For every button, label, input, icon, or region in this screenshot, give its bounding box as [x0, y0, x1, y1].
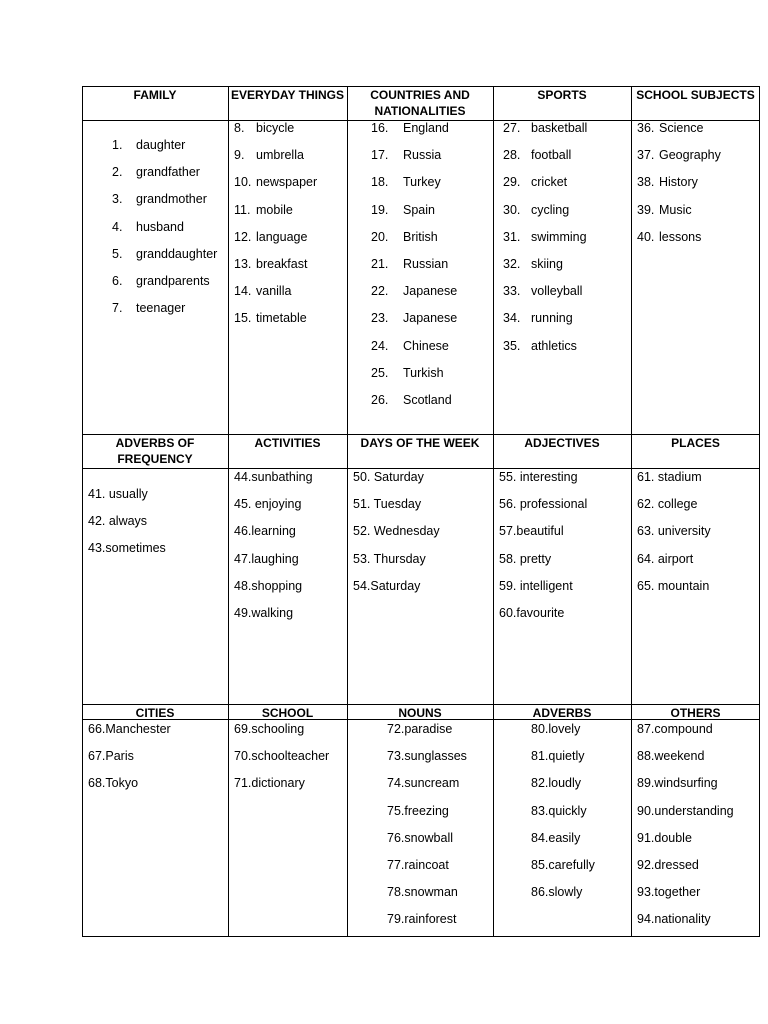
vocab-item: 66.Manchester	[88, 722, 171, 736]
vocab-item	[112, 191, 226, 207]
item-number: 29.	[503, 175, 521, 190]
item-number: 24.	[371, 338, 389, 353]
vocab-item	[503, 283, 629, 299]
vocab-item: 89.windsurfing	[637, 776, 718, 791]
item-number: 39.	[637, 202, 655, 217]
item-number: 28.	[503, 148, 521, 163]
vocab-item	[112, 300, 226, 316]
vocab-item: 60.favourite	[499, 606, 565, 620]
item-word: daughter	[136, 138, 186, 152]
item-word: Japanese	[403, 284, 458, 299]
vocab-item	[637, 120, 758, 136]
item-number: 9.	[234, 148, 245, 163]
vocab-item: 57.beautiful	[499, 524, 564, 539]
item-number: 33.	[503, 284, 521, 299]
vocab-item: 76.snowball	[387, 830, 454, 845]
vocab-item	[503, 310, 629, 326]
item-number: 1.	[112, 138, 123, 152]
vocab-item	[503, 174, 629, 190]
vocab-item: 91.double	[637, 830, 692, 845]
vocab-item: 74.suncream	[387, 776, 460, 791]
item-word: Chinese	[403, 338, 449, 353]
item-word: timetable	[256, 311, 307, 326]
vocab-item: 54.Saturday	[353, 578, 421, 593]
item-number: 31.	[503, 229, 521, 244]
column-header: ADVERBS	[532, 706, 592, 720]
item-number: 4.	[112, 219, 123, 234]
vocab-item	[371, 256, 491, 272]
item-word: grandfather	[136, 165, 200, 180]
vocab-item: 58. pretty	[499, 551, 552, 566]
item-word: Japanese	[403, 311, 458, 326]
item-number: 8.	[234, 121, 245, 135]
item-number: 5.	[112, 246, 123, 261]
vocab-item: 43.sometimes	[88, 541, 166, 556]
vocab-item	[234, 147, 345, 163]
vocab-item	[503, 147, 629, 163]
vocab-item: 41. usually	[88, 487, 148, 501]
vocab-item: 87.compound	[637, 722, 713, 736]
column-header: OTHERS	[670, 706, 721, 720]
table-vertical-rule	[493, 86, 494, 937]
vocab-item	[234, 310, 345, 326]
vocab-item	[637, 202, 758, 218]
vocab-item: 68.Tokyo	[88, 776, 139, 791]
vocab-item: 42. always	[88, 514, 148, 529]
item-number: 36.	[637, 121, 655, 135]
item-number: 20.	[371, 229, 389, 244]
item-number: 37.	[637, 148, 655, 163]
vocab-item	[234, 256, 345, 272]
vocab-item	[503, 202, 629, 218]
item-number: 25.	[371, 365, 389, 380]
item-number: 11.	[234, 202, 251, 217]
item-number: 16.	[371, 121, 389, 135]
column-header: ADJECTIVES	[524, 436, 600, 450]
item-word: grandparents	[136, 274, 210, 288]
table-vertical-rule	[347, 86, 348, 937]
vocab-item: 56. professional	[499, 497, 588, 512]
item-number: 32.	[503, 257, 521, 271]
vocab-item: 90.understanding	[637, 803, 734, 818]
vocab-item	[112, 219, 226, 235]
vocab-item	[234, 202, 345, 218]
item-number: 38.	[637, 175, 655, 190]
item-word: Spain	[403, 202, 435, 217]
item-word: England	[403, 121, 449, 135]
vocab-item: 71.dictionary	[234, 776, 305, 791]
vocab-item: 64. airport	[637, 551, 694, 566]
item-word: teenager	[136, 301, 186, 316]
vocab-item	[234, 229, 345, 245]
vocab-item: 63. university	[637, 524, 711, 539]
vocab-item: 77.raincoat	[387, 858, 449, 872]
vocab-item	[503, 229, 629, 245]
column-header: SPORTS	[537, 88, 587, 102]
item-word: Turkey	[403, 175, 441, 190]
vocab-item	[112, 164, 226, 180]
item-word: grandmother	[136, 192, 207, 207]
item-word: football	[531, 148, 572, 163]
column-header: COUNTRIES AND NATIONALITIES	[370, 88, 470, 118]
vocab-item	[371, 365, 491, 381]
item-word: language	[256, 229, 308, 244]
item-word: cricket	[531, 175, 568, 190]
item-number: 34.	[503, 311, 521, 326]
item-word: basketball	[531, 121, 588, 135]
item-number: 17.	[371, 148, 389, 163]
item-number: 15.	[234, 311, 252, 326]
item-word: British	[403, 229, 438, 244]
vocab-item: 79.rainforest	[387, 912, 457, 927]
vocab-item: 86.slowly	[531, 885, 583, 900]
vocab-item: 78.snowman	[387, 885, 458, 900]
vocabulary-table	[82, 86, 760, 937]
vocab-item: 88.weekend	[637, 749, 705, 764]
item-word: skiing	[531, 257, 563, 271]
column-header: NOUNS	[398, 706, 442, 720]
item-number: 7.	[112, 301, 123, 316]
vocab-item: 55. interesting	[499, 470, 578, 484]
item-word: mobile	[256, 202, 293, 217]
item-word: Russia	[403, 148, 442, 163]
vocab-item	[371, 338, 491, 354]
item-word: Music	[659, 202, 692, 217]
item-word: vanilla	[256, 284, 292, 299]
table-vertical-rule	[82, 86, 83, 937]
column-header: SCHOOL	[261, 706, 314, 720]
vocab-item	[112, 137, 226, 153]
vocab-item	[371, 392, 491, 408]
vocab-item	[371, 174, 491, 190]
item-word: lessons	[659, 229, 702, 244]
vocab-item: 61. stadium	[637, 470, 702, 484]
vocab-item: 75.freezing	[387, 803, 449, 818]
vocab-item	[234, 283, 345, 299]
vocab-item: 73.sunglasses	[387, 749, 467, 764]
item-word: bicycle	[256, 121, 295, 135]
table-vertical-rule	[759, 86, 760, 937]
item-number: 10.	[234, 175, 252, 190]
vocab-item: 47.laughing	[234, 551, 299, 566]
item-number: 13.	[234, 257, 252, 271]
vocab-item: 52. Wednesday	[353, 524, 440, 539]
item-word: Geography	[659, 148, 721, 163]
item-word: cycling	[531, 202, 570, 217]
column-header: EVERYDAY THINGS	[231, 88, 344, 102]
item-number: 18.	[371, 175, 389, 190]
vocab-item: 92.dressed	[637, 858, 699, 872]
vocab-item: 93.together	[637, 885, 701, 900]
vocab-item	[371, 147, 491, 163]
item-word: granddaughter	[136, 246, 218, 261]
vocab-item	[371, 283, 491, 299]
item-number: 21.	[371, 257, 389, 271]
vocab-item	[234, 120, 345, 136]
vocab-item	[371, 229, 491, 245]
item-number: 12.	[234, 229, 252, 244]
item-word: swimming	[531, 229, 587, 244]
vocab-item	[371, 202, 491, 218]
item-word: Science	[659, 121, 704, 135]
vocab-item: 69.schooling	[234, 722, 305, 736]
vocab-item: 84.easily	[531, 830, 581, 845]
item-number: 3.	[112, 192, 123, 207]
column-header: DAYS OF THE WEEK	[360, 436, 480, 450]
vocab-item: 70.schoolteacher	[234, 749, 330, 764]
item-word: husband	[136, 219, 184, 234]
vocab-item: 48.shopping	[234, 578, 303, 593]
vocab-item	[637, 147, 758, 163]
item-word: breakfast	[256, 257, 308, 271]
vocab-item	[637, 229, 758, 245]
item-number: 19.	[371, 202, 389, 217]
vocab-item: 50. Saturday	[353, 470, 424, 484]
vocab-item: 65. mountain	[637, 578, 710, 593]
item-number: 26.	[371, 393, 389, 407]
table-horizontal-rule	[82, 936, 760, 937]
vocab-item: 72.paradise	[387, 722, 453, 736]
vocab-item	[503, 256, 629, 272]
vocab-item	[503, 120, 629, 136]
vocab-item	[503, 338, 629, 354]
vocab-item: 80.lovely	[531, 722, 581, 736]
vocab-item: 59. intelligent	[499, 578, 573, 593]
column-header: ADVERBS OF FREQUENCY	[115, 436, 195, 466]
vocab-item: 51. Tuesday	[353, 497, 422, 512]
item-word: History	[659, 175, 698, 190]
vocab-item: 82.loudly	[531, 776, 582, 791]
vocab-item: 46.learning	[234, 524, 296, 539]
vocab-item	[371, 310, 491, 326]
item-number: 2.	[112, 165, 123, 180]
column-header: FAMILY	[133, 88, 177, 102]
column-header: ACTIVITIES	[254, 436, 321, 450]
table-vertical-rule	[228, 86, 229, 937]
item-word: Scotland	[403, 393, 452, 407]
column-header: CITIES	[135, 706, 175, 720]
vocab-item: 67.Paris	[88, 749, 134, 764]
item-word: Russian	[403, 257, 449, 271]
item-number: 35.	[503, 338, 521, 353]
item-number: 6.	[112, 274, 123, 288]
vocab-item	[234, 174, 345, 190]
table-vertical-rule	[631, 86, 632, 937]
item-word: newspaper	[256, 175, 318, 190]
item-word: umbrella	[256, 148, 304, 163]
vocab-item: 44.sunbathing	[234, 470, 313, 484]
item-number: 30.	[503, 202, 521, 217]
item-word: volleyball	[531, 284, 583, 299]
vocab-item: 62. college	[637, 497, 698, 512]
item-number: 22.	[371, 284, 389, 299]
vocab-item	[371, 120, 491, 136]
item-word: Turkish	[403, 365, 444, 380]
item-number: 27.	[503, 121, 521, 135]
column-header: SCHOOL SUBJECTS	[636, 88, 755, 102]
item-number: 14.	[234, 284, 252, 299]
item-word: athletics	[531, 338, 577, 353]
vocab-item: 53. Thursday	[353, 551, 426, 566]
vocab-item	[637, 174, 758, 190]
column-header: PLACES	[671, 436, 720, 450]
vocab-item: 94.nationality	[637, 912, 711, 927]
vocab-item	[112, 246, 226, 262]
vocab-item: 85.carefully	[531, 858, 595, 872]
item-number: 23.	[371, 311, 389, 326]
vocab-item: 81.quietly	[531, 749, 585, 764]
vocab-item	[112, 273, 226, 289]
vocab-item: 45. enjoying	[234, 497, 302, 512]
vocab-item: 83.quickly	[531, 803, 587, 818]
item-word: running	[531, 311, 573, 326]
item-number: 40.	[637, 229, 655, 244]
vocab-item: 49.walking	[234, 606, 294, 620]
